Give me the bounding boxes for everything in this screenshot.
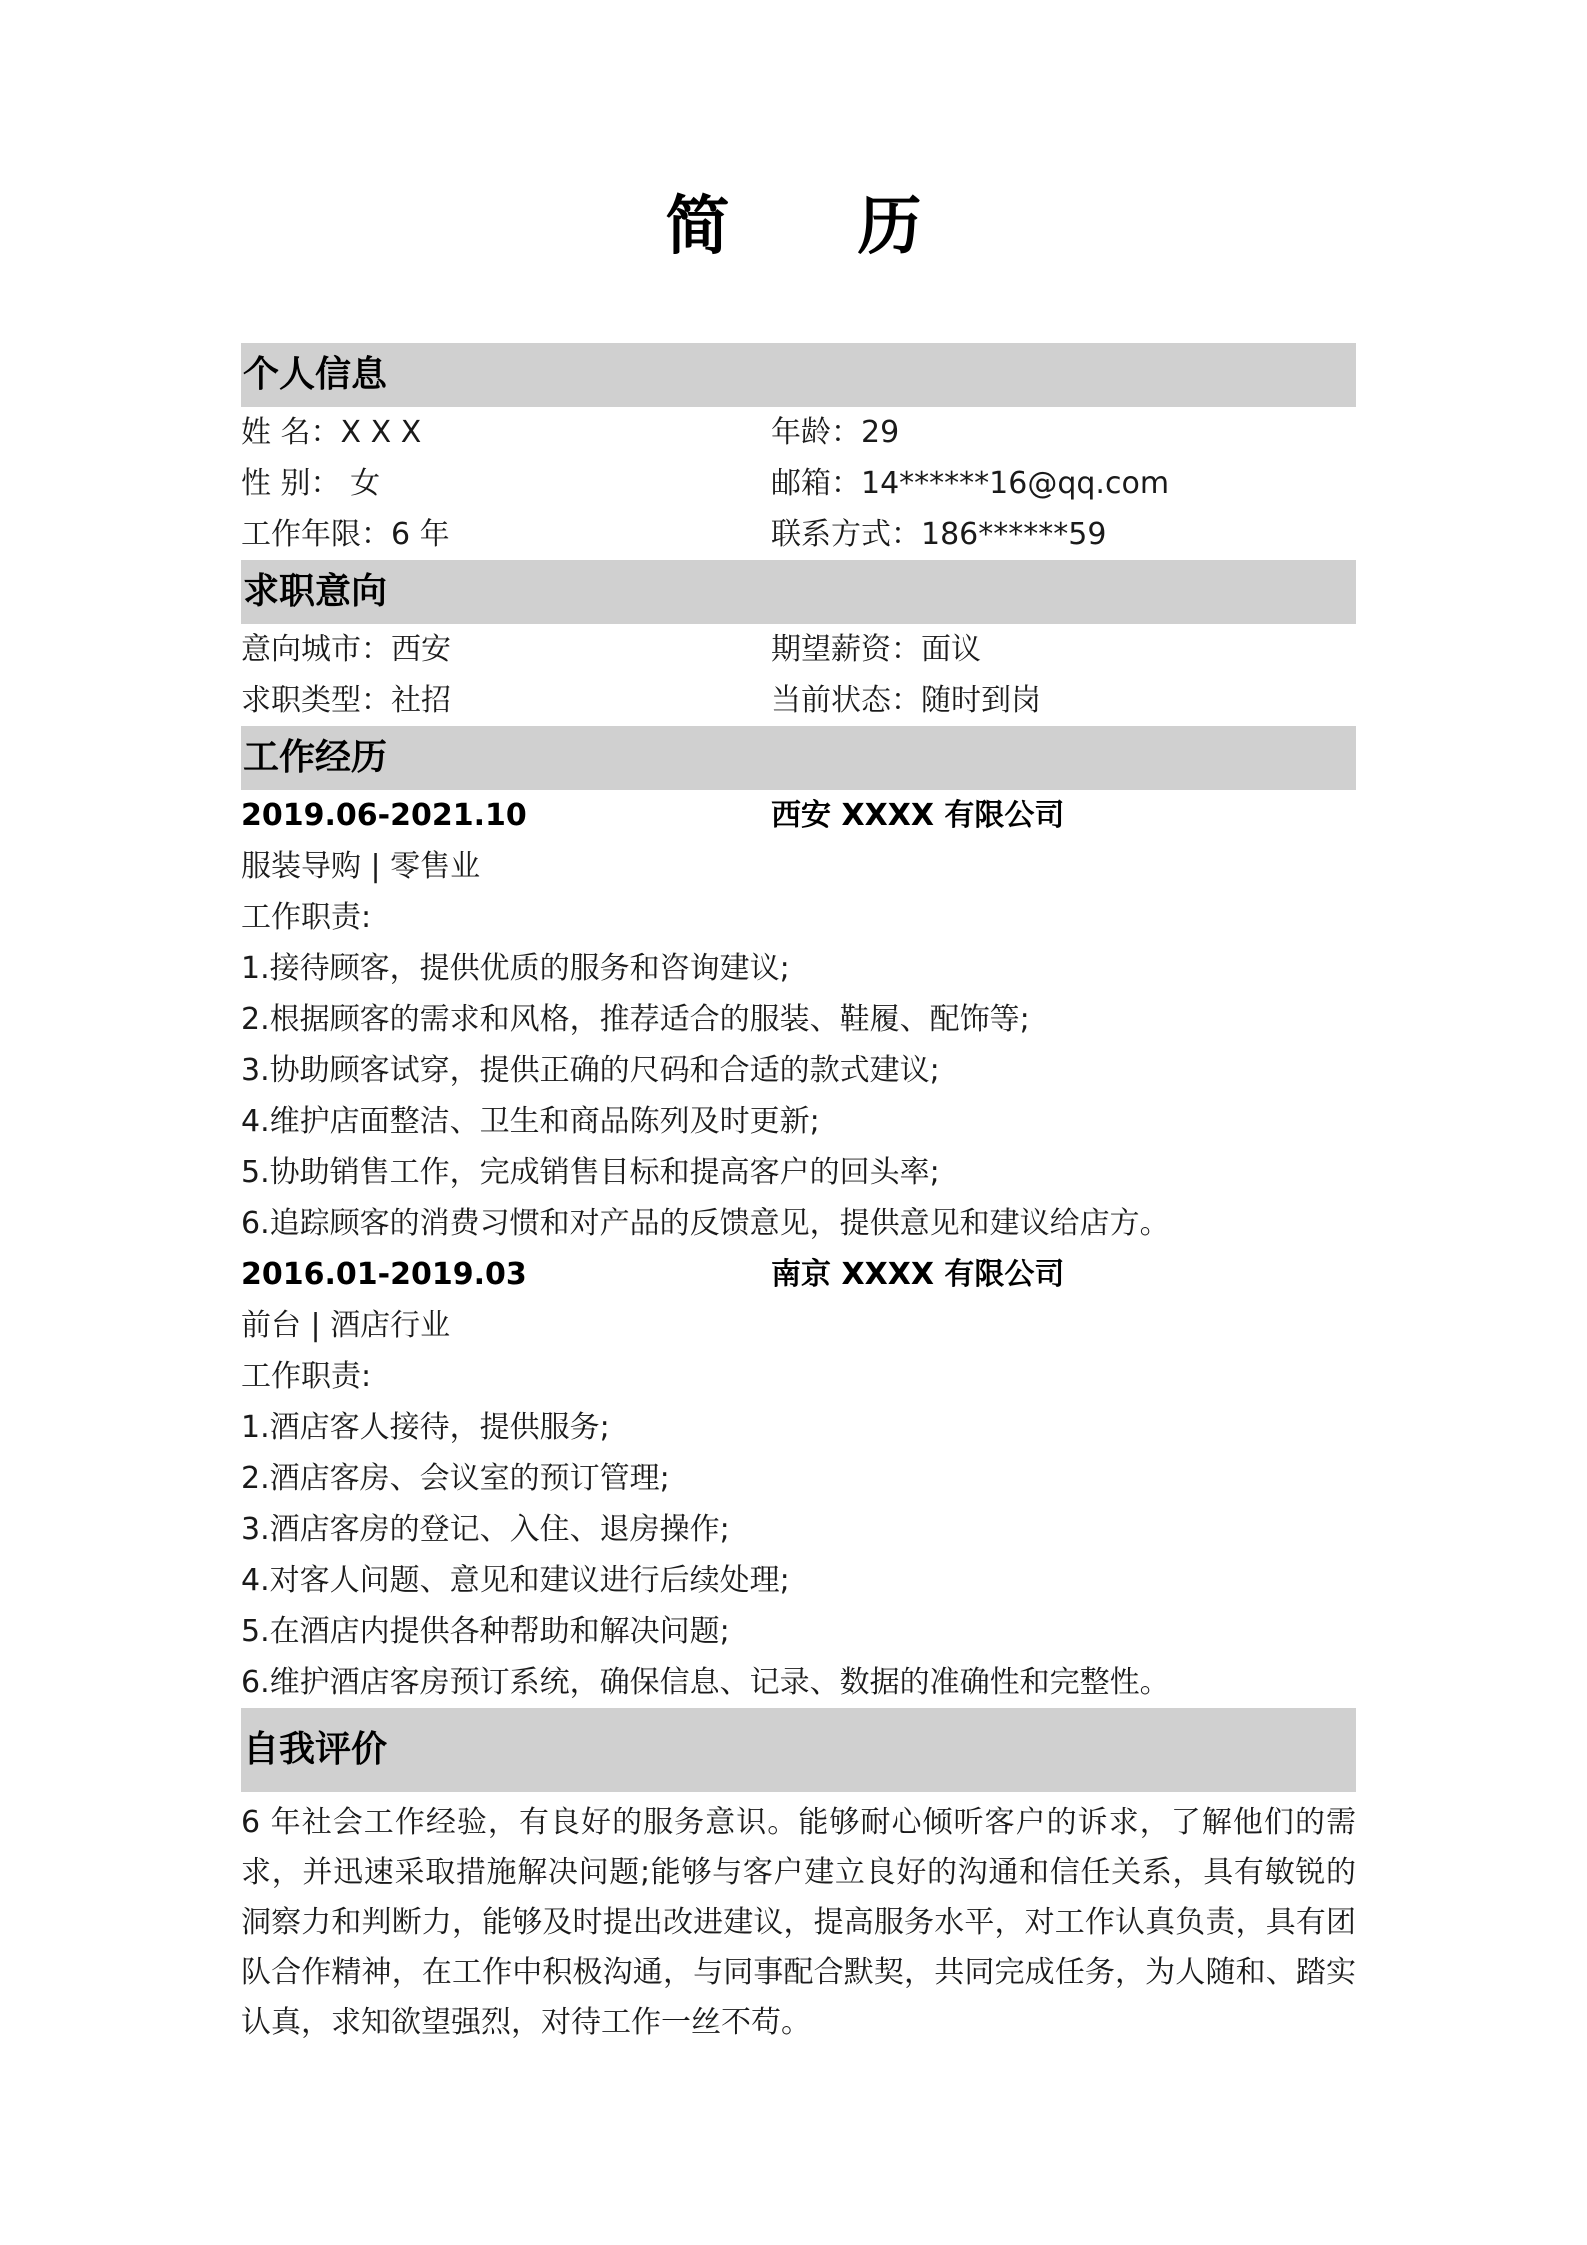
contact-field: 联系方式：186******59 xyxy=(771,517,1107,552)
section-header-job-intent: 求职意向 xyxy=(241,560,1356,624)
job-period: 2016.01-2019.03 xyxy=(241,1257,527,1292)
job-duty-item: 6.追踪顾客的消费习惯和对产品的反馈意见，提供意见和建议给店方。 xyxy=(241,1206,1170,1241)
section-header-self-evaluation: 自我评价 xyxy=(241,1708,1356,1792)
job-duty-item: 3.酒店客房的登记、入住、退房操作; xyxy=(241,1512,730,1547)
job-duties-label: 工作职责: xyxy=(241,900,372,935)
job-duty-item: 2.酒店客房、会议室的预订管理; xyxy=(241,1461,670,1496)
job-duty-item: 6.维护酒店客房预订系统，确保信息、记录、数据的准确性和完整性。 xyxy=(241,1665,1170,1700)
job-company: 西安 XXXX 有限公司 xyxy=(771,798,1065,833)
self-evaluation-text: 6 年社会工作经验，有良好的服务意识。能够耐心倾听客户的诉求，了解他们的需求，并迅速采取措施解决问题;能够与客户建立良好的沟通和信任关系，具有敏锐的洞察力和判断力，能够及时提出改进建议，提高服务水平，对工作认真负责，具有团队合作精神，在工作中积极沟通，与同事配合默契，共同完成任务，为人随和、踏实认真，求知欲望强烈，对待工作一丝不苟。 xyxy=(241,1805,1356,2040)
job-duty-item: 1.酒店客人接待，提供服务; xyxy=(241,1410,610,1445)
job-duty-item: 5.在酒店内提供各种帮助和解决问题; xyxy=(241,1614,730,1649)
name-field: 姓 名：X X X xyxy=(241,415,422,450)
job-role: 前台 | 酒店行业 xyxy=(241,1308,451,1343)
job-type-field: 求职类型：社招 xyxy=(241,683,451,718)
job-duties-label: 工作职责: xyxy=(241,1359,372,1394)
job-duty-item: 1.接待顾客，提供优质的服务和咨询建议; xyxy=(241,951,790,986)
job-heading xyxy=(241,1249,1356,1300)
info-row-name-age xyxy=(241,407,1356,458)
expected-salary-field: 期望薪资：面议 xyxy=(771,632,981,667)
info-row-years-contact xyxy=(241,509,1356,560)
job-duty-item: 4.对客人问题、意见和建议进行后续处理; xyxy=(241,1563,790,1598)
current-status-field: 当前状态：随时到岗 xyxy=(771,683,1041,718)
job-duty-item: 2.根据顾客的需求和风格，推荐适合的服装、鞋履、配饰等; xyxy=(241,1002,1030,1037)
section-header-work-experience: 工作经历 xyxy=(241,726,1356,790)
age-field: 年龄：29 xyxy=(771,415,900,450)
job-period: 2019.06-2021.10 xyxy=(241,798,527,833)
info-row-gender-email xyxy=(241,458,1356,509)
job-company: 南京 XXXX 有限公司 xyxy=(771,1257,1065,1292)
section-header-personal-info: 个人信息 xyxy=(241,343,1356,407)
intent-row-city-salary xyxy=(241,624,1356,675)
job-role: 服装导购 | 零售业 xyxy=(241,849,481,884)
page-title: 简 历 xyxy=(665,190,922,264)
intent-row-type-status xyxy=(241,675,1356,726)
target-city-field: 意向城市：西安 xyxy=(241,632,451,667)
work-years-field: 工作年限：6 年 xyxy=(241,517,450,552)
email-field: 邮箱：14******16@qq.com xyxy=(771,466,1170,501)
job-duty-item: 5.协助销售工作，完成销售目标和提高客户的回头率; xyxy=(241,1155,940,1190)
gender-field: 性 别： 女 xyxy=(241,466,381,501)
job-heading xyxy=(241,790,1356,841)
job-entry-1 xyxy=(241,790,1356,1249)
job-entry-2 xyxy=(241,1249,1356,1708)
resume-content xyxy=(241,343,1356,2048)
job-duty-item: 4.维护店面整洁、卫生和商品陈列及时更新; xyxy=(241,1104,820,1139)
job-duty-item: 3.协助顾客试穿，提供正确的尺码和合适的款式建议; xyxy=(241,1053,940,1088)
